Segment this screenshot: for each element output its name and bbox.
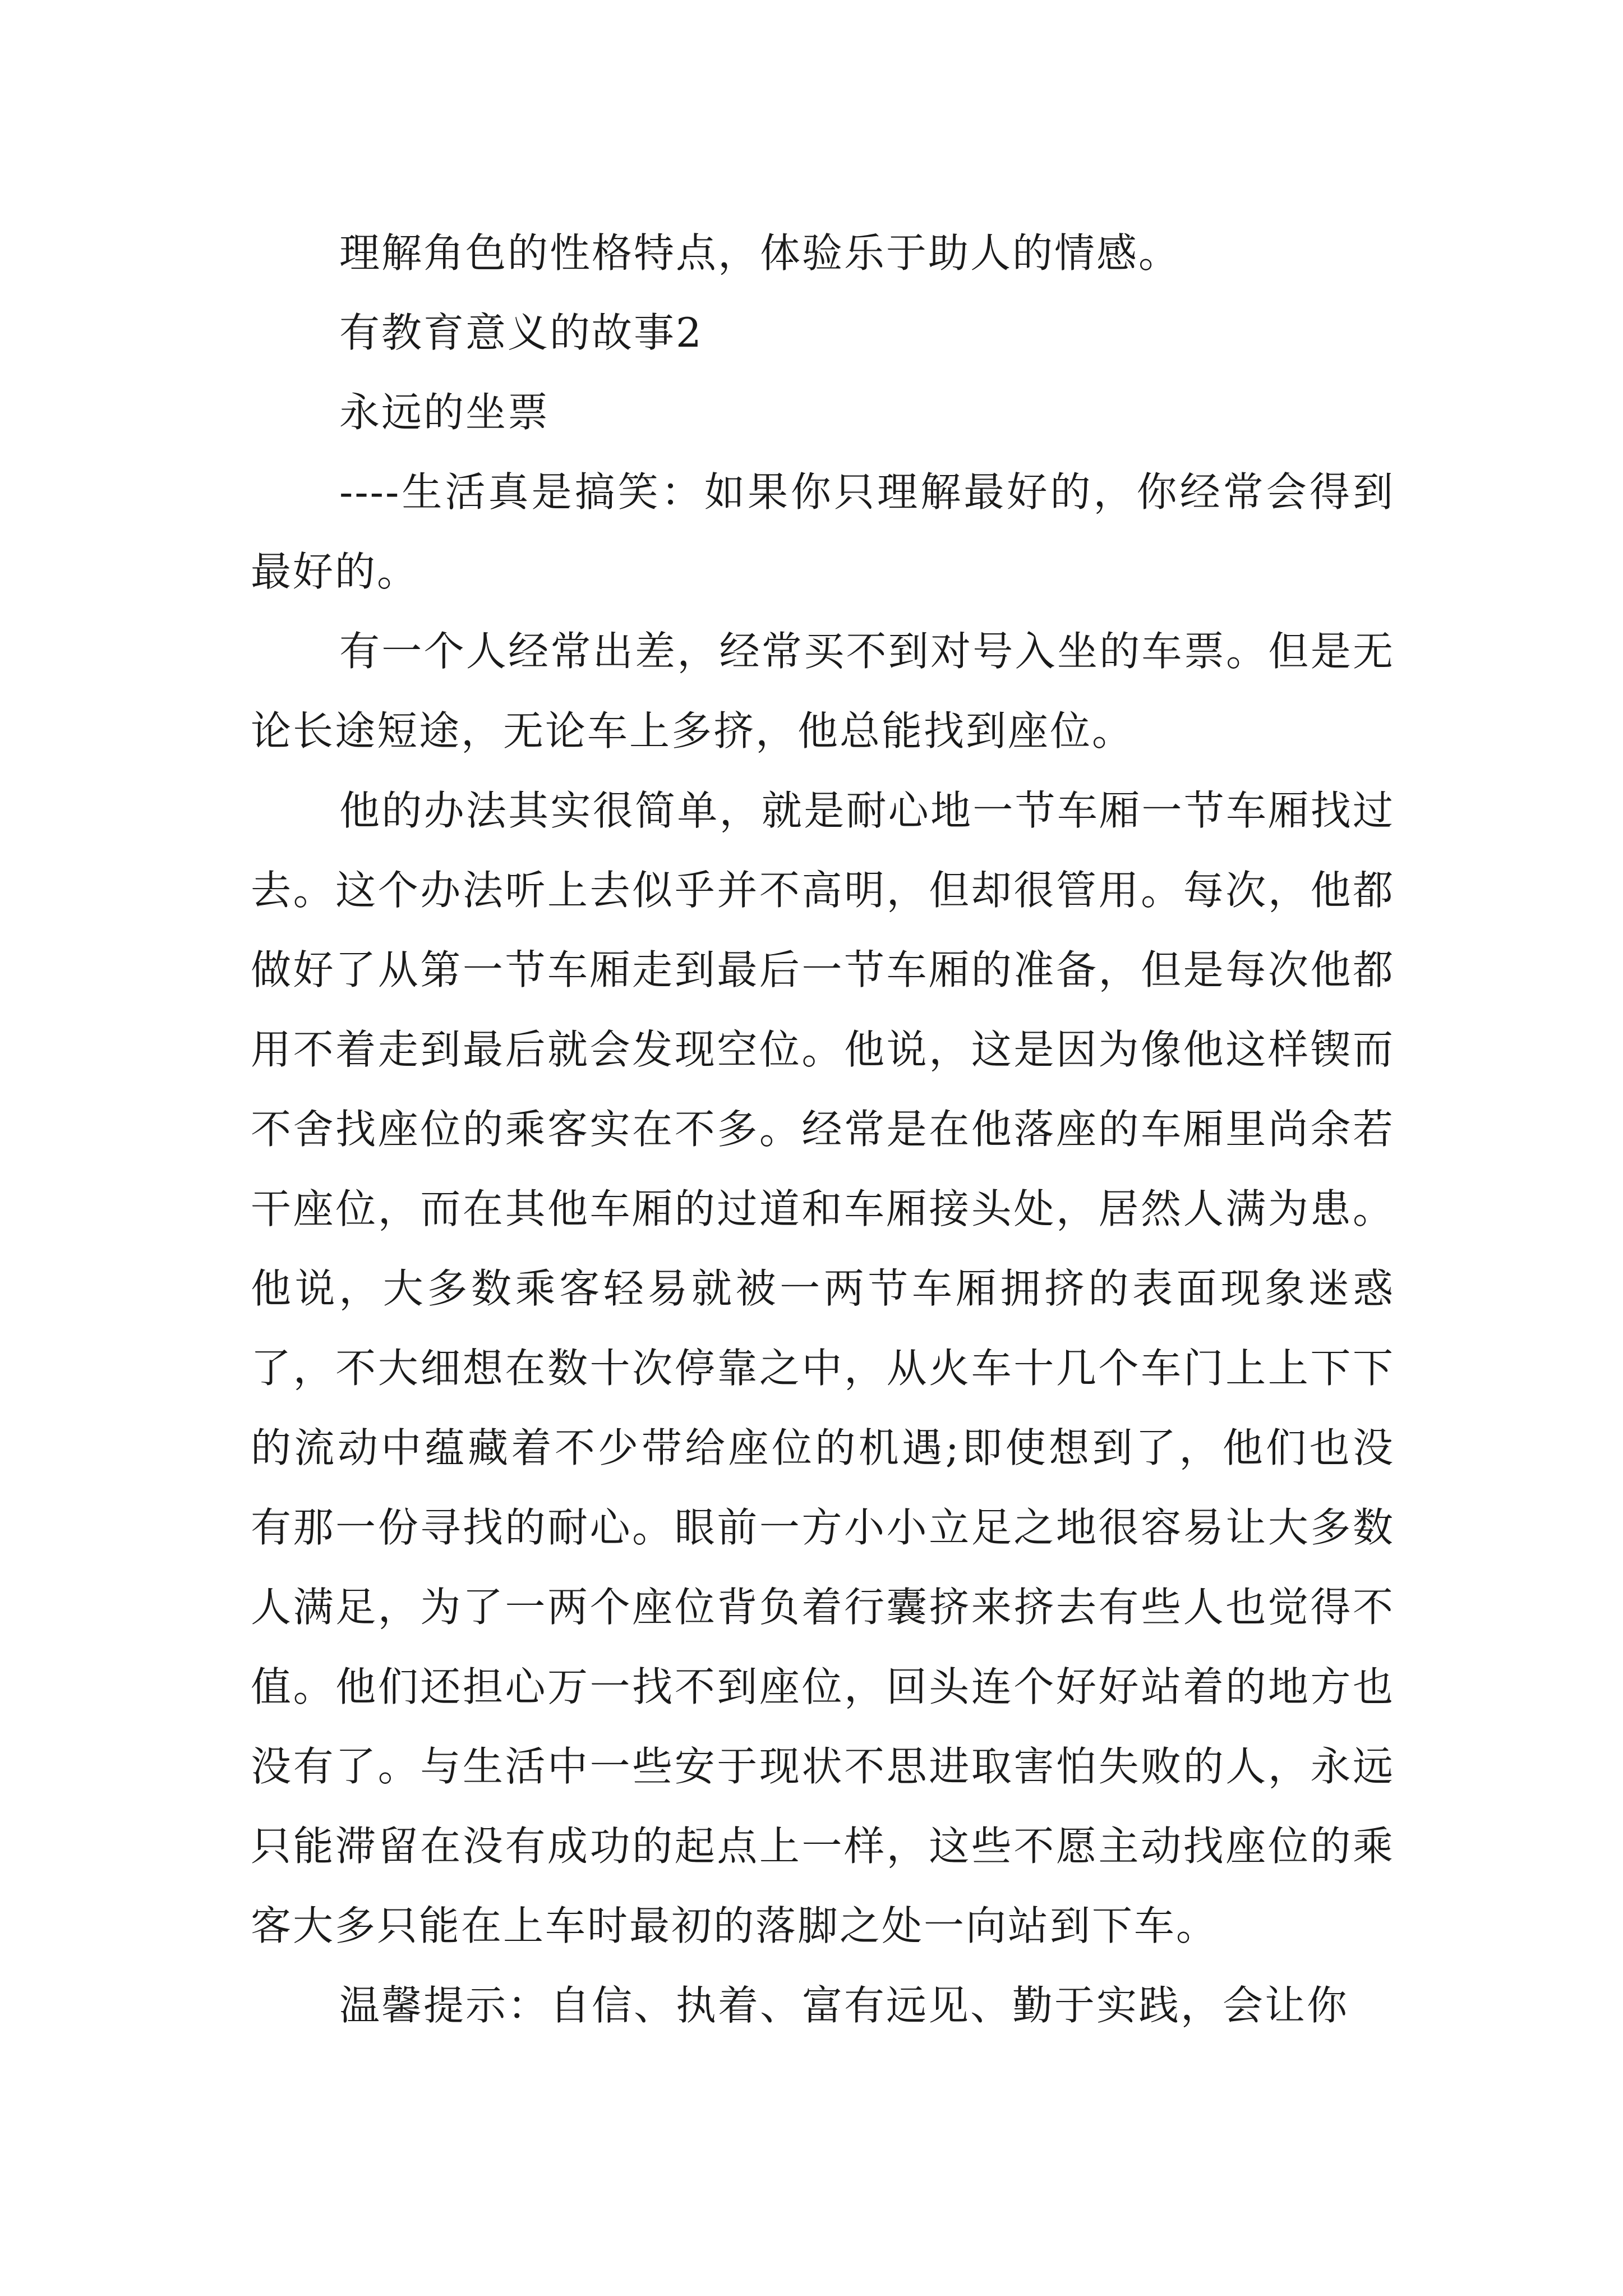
story-paragraph: 有一个人经常出差，经常买不到对号入坐的车票。但是无论长途短途，无论车上多挤，他总能找到座位。 (251, 628, 1395, 754)
story-paragraph: 他的办法其实很简单，就是耐心地一节车厢一节车厢找过去。这个办法听上去似乎并不高明，但却很管用。每次，他都做好了从第一节车厢走到最后一节车厢的准备，但是每次他都用不着走到最后就会发现空位。他说，这是因为像他这样锲而不舍找座位的乘客实在不多。经常是在他落座的车厢里尚余若干座位，而在其他车厢的过道和车厢接头处，居然人满为患。他说，大多数乘客轻易就被一两节车厢拥挤的表面现象迷惑了，不大细想在数十次停靠之中，从火车十几个车门上上下下的流动中蕴藏着不少带给座位的机遇;即使想到了，他们也没有那一份寻找的耐心。眼前一方小小立足之地很容易让大多数人满足，为了一两个座位背负着行囊挤来挤去有些人也觉得不值。他们还担心万一找不到座位，回头连个好好站着的地方也没有了。与生活中一些安于现状不思进取害怕失败的人，永远只能滞留在没有成功的起点上一样，这些不愿主动找座位的乘客大多只能在上车时最初的落脚之处一向站到下车。 (251, 787, 1395, 1949)
story-epigraph: ----生活真是搞笑：如果你只理解最好的，你经常会得到最好的。 (251, 468, 1395, 595)
tip-paragraph: 温馨提示：自信、执着、富有远见、勤于实践，会让你 (339, 1982, 1349, 2029)
intro-sentence: 理解角色的性格特点，体验乐于助人的情感。 (339, 229, 1181, 277)
story-title: 永远的坐票 (339, 389, 550, 436)
section-heading: 有教育意义的故事2 (339, 309, 703, 356)
document-body (251, 213, 1395, 2045)
